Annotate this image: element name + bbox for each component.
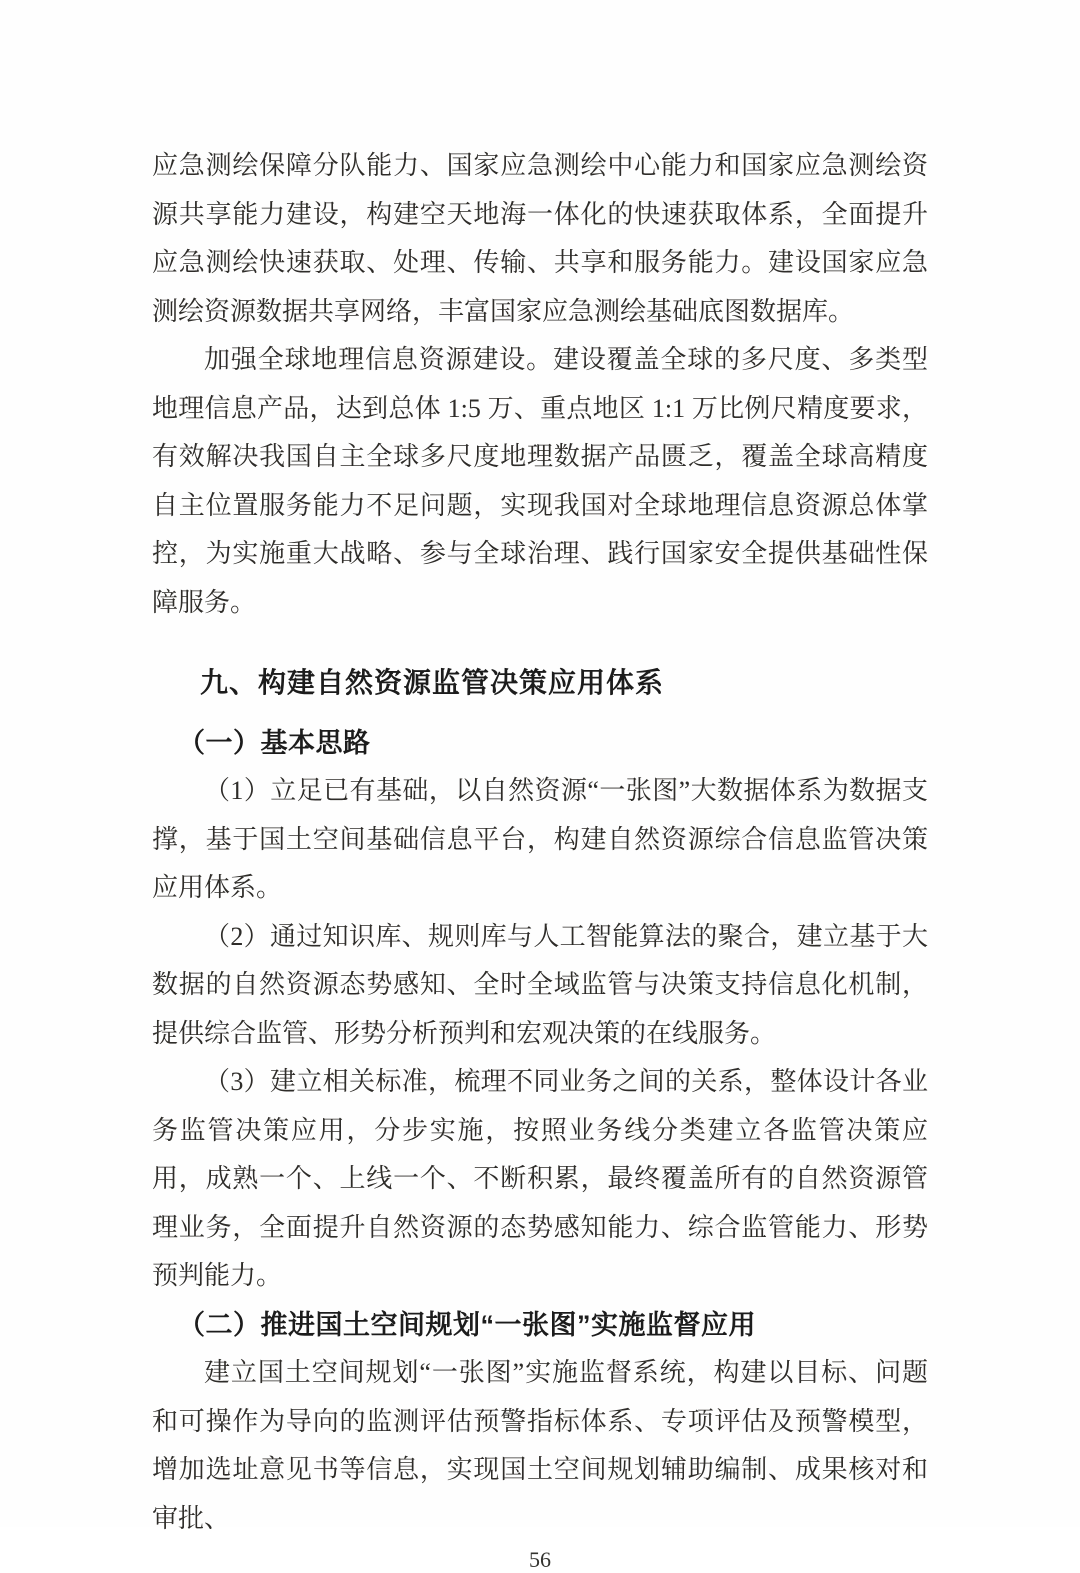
- section-heading: 九、构建自然资源监管决策应用体系: [200, 667, 665, 698]
- subsection-heading: （一）基本思路: [178, 727, 371, 758]
- paragraph: 建立国土空间规划“一张图”实施监督系统，构建以目标、问题和可操作为导向的监测评估预警指标体系、专项评估及预警模型，增加选址意见书等信息，实现国土空间规划辅助编制、成果核对和审批、: [152, 1358, 928, 1533]
- paragraph: 应急测绘保障分队能力、国家应急测绘中心能力和国家应急测绘资源共享能力建设，构建空天地海一体化的快速获取体系，全面提升应急测绘快速获取、处理、传输、共享和服务能力。建设国家应急测绘资源数据共享网络，丰富国家应急测绘基础底图数据库。: [152, 151, 928, 326]
- paragraph: （3）建立相关标准，梳理不同业务之间的关系，整体设计各业务监管决策应用，分步实施，按照业务线分类建立各监管决策应用，成熟一个、上线一个、不断积累，最终覆盖所有的自然资源管理业务，全面提升自然资源的态势感知能力、综合监管能力、形势预判能力。: [152, 1067, 928, 1290]
- page-number: 56: [529, 1547, 551, 1572]
- paragraph: （2）通过知识库、规则库与人工智能算法的聚合，建立基于大数据的自然资源态势感知、全时全域监管与决策支持信息化机制，提供综合监管、形势分析预判和宏观决策的在线服务。: [152, 921, 928, 1048]
- paragraph: （1）立足已有基础，以自然资源“一张图”大数据体系为数据支撑，基于国土空间基础信息平台，构建自然资源综合信息监管决策应用体系。: [152, 776, 928, 902]
- paragraph: 加强全球地理信息资源建设。建设覆盖全球的多尺度、多类型地理信息产品，达到总体 1:5 万、重点地区 1:1 万比例尺精度要求，有效解决我国自主全球多尺度地理数据产品匮乏，覆盖全球高精度自主位置服务能力不足问题，实现我国对全球地理信息资源总体掌控，为实施重大战略、参与全球治理、践行国家安全提供基础性保障服务。: [152, 345, 928, 617]
- subsection-heading: （二）推进国土空间规划“一张图”实施监督应用: [178, 1309, 756, 1340]
